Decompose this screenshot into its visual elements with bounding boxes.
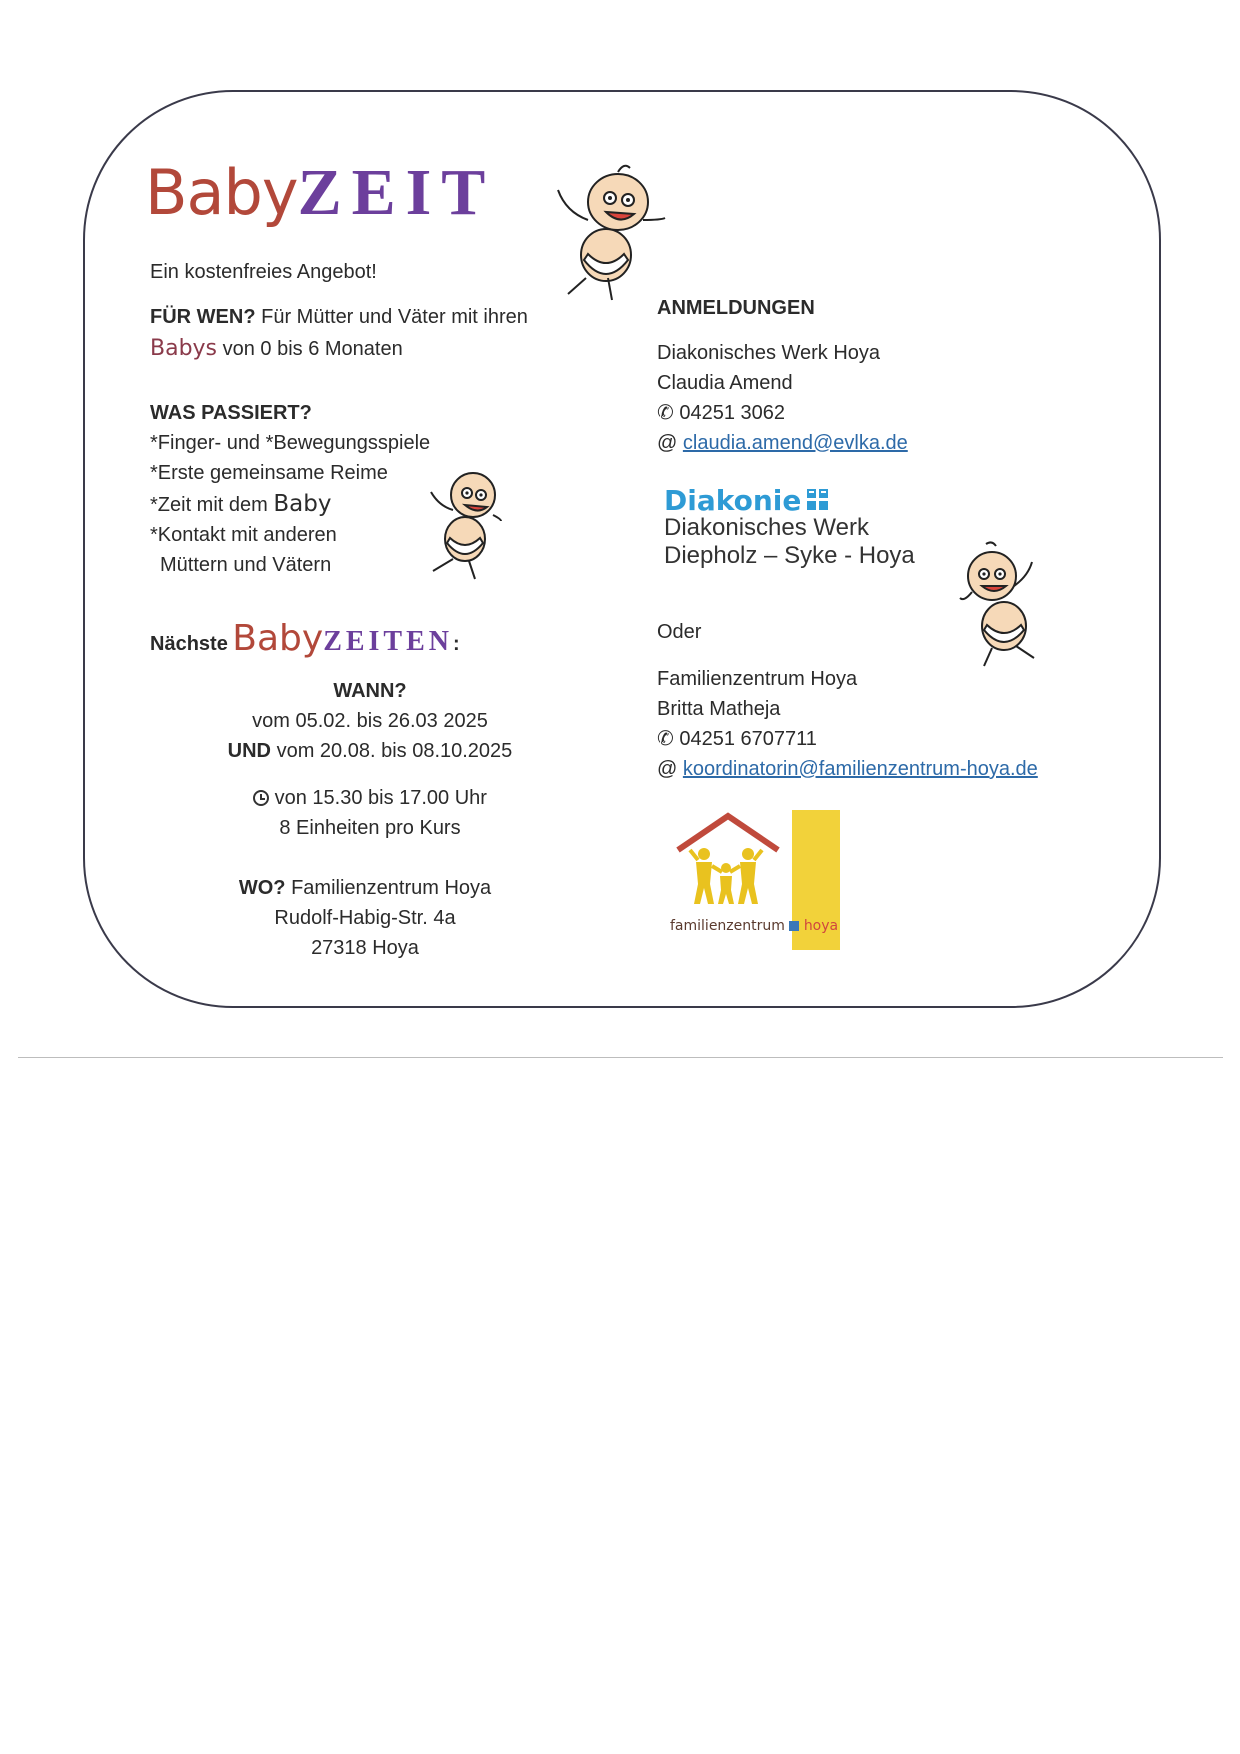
diakonie-line2: Diepholz – Syke - Hoya bbox=[664, 542, 915, 569]
babys-word: Babys bbox=[150, 336, 218, 361]
logo-word2: hoya bbox=[803, 918, 839, 934]
wann-line2-text: vom 20.08. bis 08.10.2025 bbox=[276, 740, 513, 762]
contact2-phone: 04251 6707711 bbox=[679, 728, 817, 750]
wo-city: 27318 Hoya bbox=[311, 937, 419, 959]
baby-cartoon-icon bbox=[958, 540, 1042, 670]
wann-line2 bbox=[160, 736, 580, 766]
activity-item-text: *Zeit mit dem bbox=[150, 494, 268, 516]
house-family-icon bbox=[676, 810, 786, 910]
logo-word1: familienzentrum bbox=[670, 918, 785, 934]
intro-text: Ein kostenfreies Angebot! bbox=[150, 261, 377, 283]
activity-item: *Finger- und *Bewegungsspiele bbox=[150, 432, 431, 454]
contact2-email-line bbox=[657, 754, 1038, 784]
title-baby: Baby bbox=[145, 156, 298, 229]
at-icon: @ bbox=[657, 432, 678, 454]
contact1-phone: 04251 3062 bbox=[679, 402, 785, 424]
phone-icon: ✆ bbox=[657, 728, 674, 750]
baby-word: Baby bbox=[273, 491, 332, 517]
fuer-wen-rest: von 0 bis 6 Monaten bbox=[222, 338, 403, 360]
logo-squares-icon bbox=[789, 921, 799, 931]
contact2-name: Britta Matheja bbox=[657, 698, 781, 720]
wann-line1: vom 05.02. bis 26.03 2025 bbox=[252, 710, 488, 732]
logo-text bbox=[670, 918, 838, 934]
clock-icon bbox=[253, 790, 269, 806]
activity-item bbox=[150, 489, 331, 520]
contact1-name: Claudia Amend bbox=[657, 372, 793, 394]
time-line bbox=[160, 783, 580, 813]
anmeldungen-label: ANMELDUNGEN bbox=[657, 297, 815, 319]
baby-cartoon-icon bbox=[425, 465, 505, 583]
diakonie-cross-icon bbox=[806, 488, 830, 512]
naechste-babyzeiten-heading bbox=[150, 618, 460, 659]
activity-item: *Kontakt mit anderen bbox=[150, 524, 337, 546]
fuer-wen-text: Für Mütter und Väter mit ihren bbox=[261, 306, 528, 328]
familienzentrum-logo bbox=[670, 810, 840, 950]
was-passiert-label: WAS PASSIERT? bbox=[150, 402, 312, 424]
wo-line bbox=[155, 873, 575, 903]
wann-und: UND bbox=[227, 740, 272, 762]
contact1-phone-line bbox=[657, 398, 785, 428]
contact1-email-link[interactable]: claudia.amend@evlka.de bbox=[682, 432, 908, 454]
wann-label bbox=[160, 676, 580, 706]
title-zeit: ZEIT bbox=[297, 156, 496, 229]
fuer-wen-line2 bbox=[150, 334, 403, 364]
naechste-zeiten: ZEITEN bbox=[323, 626, 454, 657]
naechste-prefix: Nächste bbox=[150, 633, 228, 655]
units-text: 8 Einheiten pro Kurs bbox=[279, 817, 461, 839]
oder-text: Oder bbox=[657, 621, 702, 643]
contact2-org: Familienzentrum Hoya bbox=[657, 668, 858, 690]
flyer-title bbox=[145, 155, 495, 231]
contact1-org: Diakonisches Werk Hoya bbox=[657, 342, 881, 364]
page-divider bbox=[18, 1057, 1223, 1058]
diakonie-line1: Diakonisches Werk bbox=[664, 514, 869, 541]
at-icon: @ bbox=[657, 758, 678, 780]
wo-street: Rudolf-Habig-Str. 4a bbox=[274, 907, 456, 929]
fuer-wen-line bbox=[150, 302, 528, 332]
wo-place: Familienzentrum Hoya bbox=[291, 877, 492, 899]
activity-item: *Erste gemeinsame Reime bbox=[150, 462, 388, 484]
contact2-phone-line bbox=[657, 724, 817, 754]
diakonie-brand: Diakonie bbox=[664, 484, 802, 517]
contact1-email-line bbox=[657, 428, 908, 458]
wo-label: WO? bbox=[238, 877, 286, 899]
baby-cartoon-icon bbox=[548, 160, 673, 308]
naechste-suffix: : bbox=[453, 633, 460, 655]
phone-icon: ✆ bbox=[657, 402, 674, 424]
fuer-wen-label: FÜR WEN? bbox=[150, 306, 256, 328]
wann-label-text: WANN? bbox=[333, 680, 407, 702]
time-text: von 15.30 bis 17.00 Uhr bbox=[274, 787, 487, 809]
naechste-baby: Baby bbox=[232, 618, 324, 659]
activity-item: Müttern und Vätern bbox=[160, 554, 332, 576]
contact2-email-link[interactable]: koordinatorin@familienzentrum-hoya.de bbox=[682, 758, 1038, 780]
